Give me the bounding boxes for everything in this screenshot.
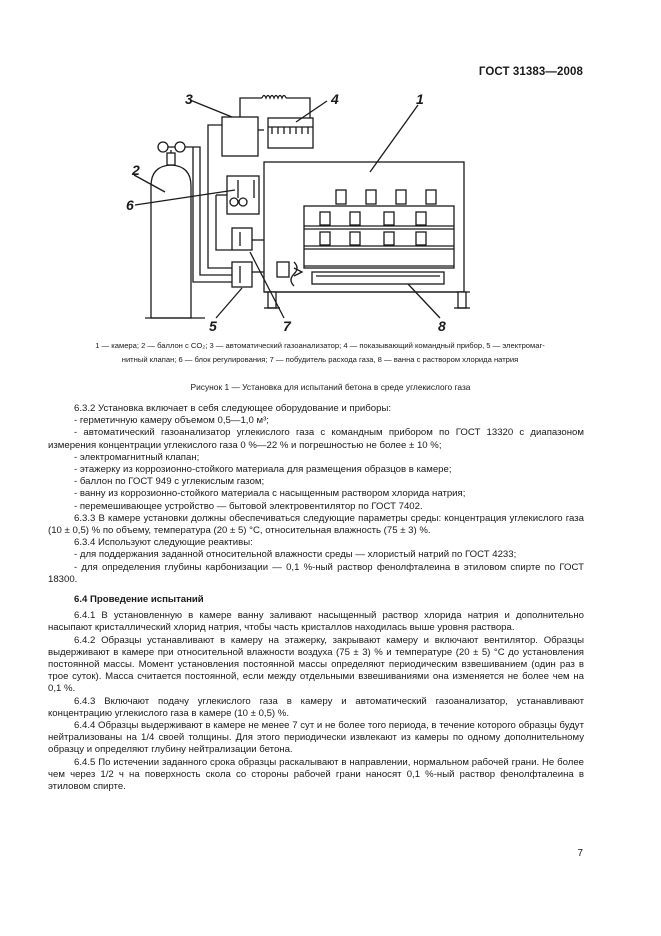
reagent-item: - для поддержания заданной относительной влажности среды — хлористый натрий по ГОСТ 4233; xyxy=(74,549,517,561)
para-6-4-5: 6.4.5 По истечении заданного срока образцы раскалывают в направлении, нормальном рабочей грани. Не более чем через 1/2 ч на поверхность скола со стороны рабочей грани наносят 0,1 %-ный раствор фенолфталеина в этиловом спирте. xyxy=(48,756,584,793)
gas-flow-inducer xyxy=(232,228,252,250)
callout-5: 5 xyxy=(209,318,217,334)
gas-cylinder xyxy=(151,142,191,318)
para-6-3-3: 6.3.3 В камере установки должны обеспечиваться следующие параметры среды: концентрация углекислого газа (10 ± 0,5) % по объему, температура (20 ± 5) °С, относительная влажность (75 ± 3) %. xyxy=(48,512,584,537)
gas-analyzer xyxy=(222,117,258,156)
callout-8: 8 xyxy=(438,318,446,334)
callout-4: 4 xyxy=(331,91,339,107)
page-number: 7 xyxy=(577,848,583,859)
list-item: - автоматический газоанализатор углекислого газа с командным прибором по ГОСТ 13320 с диапазоном измерения концентрации углекислого газа 0 %—22 % и погрешностью не более ± 10 %; xyxy=(48,427,584,451)
body-text xyxy=(48,403,584,793)
list-item: - ванну из коррозионно-стойкого материала с насыщенным раствором хлорида натрия; xyxy=(74,488,466,500)
list-item: - перемешивающее устройство — бытовой электровентилятор по ГОСТ 7402. xyxy=(74,500,423,512)
callout-7: 7 xyxy=(283,318,291,334)
callout-6: 6 xyxy=(126,197,134,213)
list-item: - герметичную камеру объемом 0,5—1,0 м³; xyxy=(74,415,269,427)
installation-diagram xyxy=(0,0,661,340)
solenoid-valve xyxy=(232,262,252,287)
para-6-3-2: 6.3.2 Установка включает в себя следующее оборудование и приборы: xyxy=(74,403,391,414)
section-heading: 6.4 Проведение испытаний xyxy=(74,594,204,606)
salt-bath xyxy=(312,272,444,284)
para-6-4-3: 6.4.3 Включают подачу углекислого газа в камеру и автоматический газоанализатор, устанавливают концентрацию углекислого газа в камере (10 ± 0,5) %. xyxy=(48,695,584,719)
callout-3: 3 xyxy=(185,91,193,107)
fan xyxy=(277,262,289,277)
standard-header: ГОСТ 31383—2008 xyxy=(478,66,583,78)
list-item: - баллон по ГОСТ 949 с углекислым газом; xyxy=(74,476,265,488)
list-item: - электромагнитный клапан; xyxy=(74,451,200,463)
para-6-4-1: 6.4.1 В установленную в камере ванну заливают насыщенный раствор хлорида натрия и дополнительно насыпают кристаллический хлорид натрия, чтобы часть кристаллов находилась выше уровня раствора. xyxy=(48,610,584,634)
callout-1: 1 xyxy=(416,91,424,107)
figure-legend-line1: 1 — камера; 2 — баллон с CO₂; 3 — автоматический газоанализатор; 4 — показывающий командный прибор, 5 — электромаг- xyxy=(95,341,545,350)
figure-legend xyxy=(50,339,590,367)
reagent-item: - для определения глубины карбонизации — 0,1 %-ный раствор фенолфталеина в этиловом спирте по ГОСТ 18300. xyxy=(48,561,584,585)
list-item: - этажерку из коррозионно-стойкого материала для размещения образцов в камере; xyxy=(74,464,452,476)
para-6-4-4: 6.4.4 Образцы выдерживают в камере не менее 7 сут и не более того периода, в течение которого образцы будут нейтрализованы на 1/4 своей толщины. Для этого периодически извлекают из камеры по одному дополнительному образцу и определяют глубину нейтрализации бетона. xyxy=(48,720,584,756)
para-6-3-4: 6.3.4 Используют следующие реактивы: xyxy=(74,537,253,549)
callout-2: 2 xyxy=(132,162,140,178)
figure-legend-line2: нитный клапан; 6 — блок регулирования; 7 — побудитель расхода газа, 8 — ванна с раствором хлорида натрия xyxy=(121,355,519,364)
para-6-4-2: 6.4.2 Образцы устанавливают в камеру на этажерку, закрывают камеру и включают вентилятор. Образцы выдерживают в камере при относительной влажности воздуха (75 ± 3) % и температуре (20 ± 5) °С до установления постоянной массы. Момент установления постоянной массы определяют периодическим взвешиванием (один раз в трое суток). Масса считается постоянной, если между отдельными взвешиваниями она изменяется не более чем на 0,1 %. xyxy=(48,634,584,695)
figure-title: Рисунок 1 — Установка для испытаний бетона в среде углекислого газа xyxy=(190,382,471,392)
